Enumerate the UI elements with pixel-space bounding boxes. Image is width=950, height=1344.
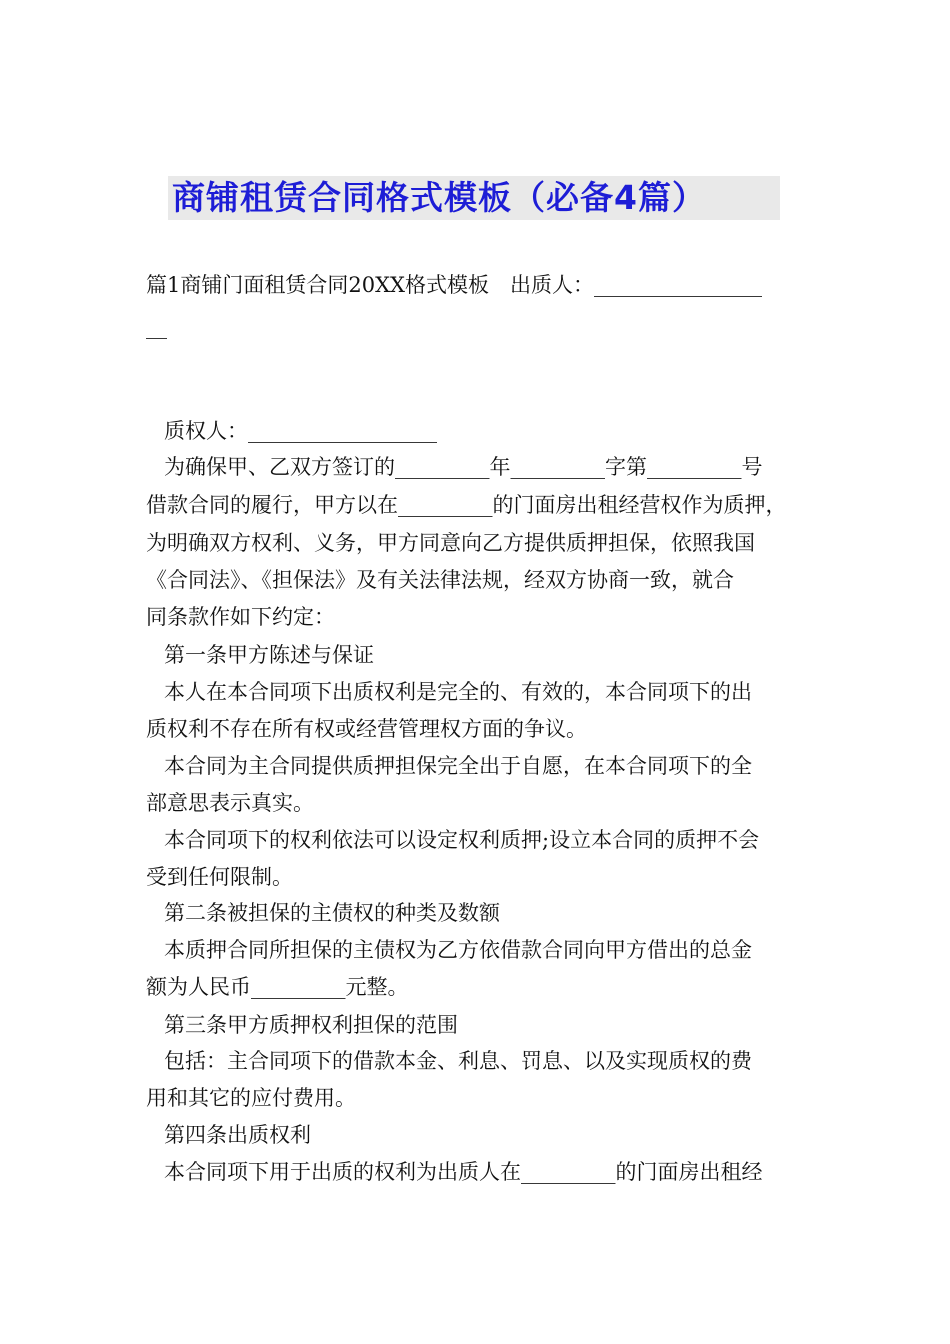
paragraph-line: 部意思表示真实。: [146, 791, 314, 815]
paragraph-line: 《合同法》、《担保法》及有关法律法规，经双方协商一致，就合: [146, 568, 734, 592]
paragraph-line: 借款合同的履行，甲方以在_________的门面房出租经营权作为质押，: [146, 493, 787, 517]
paragraph-line: 质权人：__________________: [164, 419, 437, 443]
paragraph-line: __: [146, 315, 167, 339]
paragraph-line: 包括：主合同项下的借款本金、利息、罚息、以及实现质权的费: [164, 1049, 752, 1073]
paragraph-line: 本人在本合同项下出质权利是完全的、有效的，本合同项下的出: [164, 680, 752, 704]
section-heading: 第三条甲方质押权利担保的范围: [164, 1013, 458, 1037]
section-heading: 第四条出质权利: [164, 1123, 311, 1147]
paragraph-line: 本合同为主合同提供质押担保完全出于自愿，在本合同项下的全: [164, 754, 752, 778]
paragraph-line: 为明确双方权利、义务，甲方同意向乙方提供质押担保，依照我国: [146, 531, 755, 555]
paragraph-line: 篇1商铺门面租赁合同20XX格式模板 出质人：________________: [146, 273, 762, 297]
title-highlight: [168, 176, 780, 220]
paragraph-line: 本合同项下的权利依法可以设定权利质押;设立本合同的质押不会: [164, 828, 760, 852]
section-heading: 第二条被担保的主债权的种类及数额: [164, 901, 500, 925]
paragraph-line: 用和其它的应付费用。: [146, 1086, 356, 1110]
document-title: 商铺租赁合同格式模板（必备4篇）: [172, 178, 706, 217]
section-heading: 第一条甲方陈述与保证: [164, 643, 374, 667]
paragraph-line: 额为人民币_________元整。: [146, 975, 409, 999]
paragraph-line: 同条款作如下约定：: [146, 605, 335, 629]
paragraph-line: 受到任何限制。: [146, 865, 293, 889]
paragraph-line: 质权利不存在所有权或经营管理权方面的争议。: [146, 717, 587, 741]
paragraph-line: 本质押合同所担保的主债权为乙方依借款合同向甲方借出的总金: [164, 938, 752, 962]
paragraph-line: 本合同项下用于出质的权利为出质人在_________的门面房出租经: [164, 1160, 763, 1184]
paragraph-line: 为确保甲、乙双方签订的_________年_________字第_________号: [164, 455, 763, 479]
